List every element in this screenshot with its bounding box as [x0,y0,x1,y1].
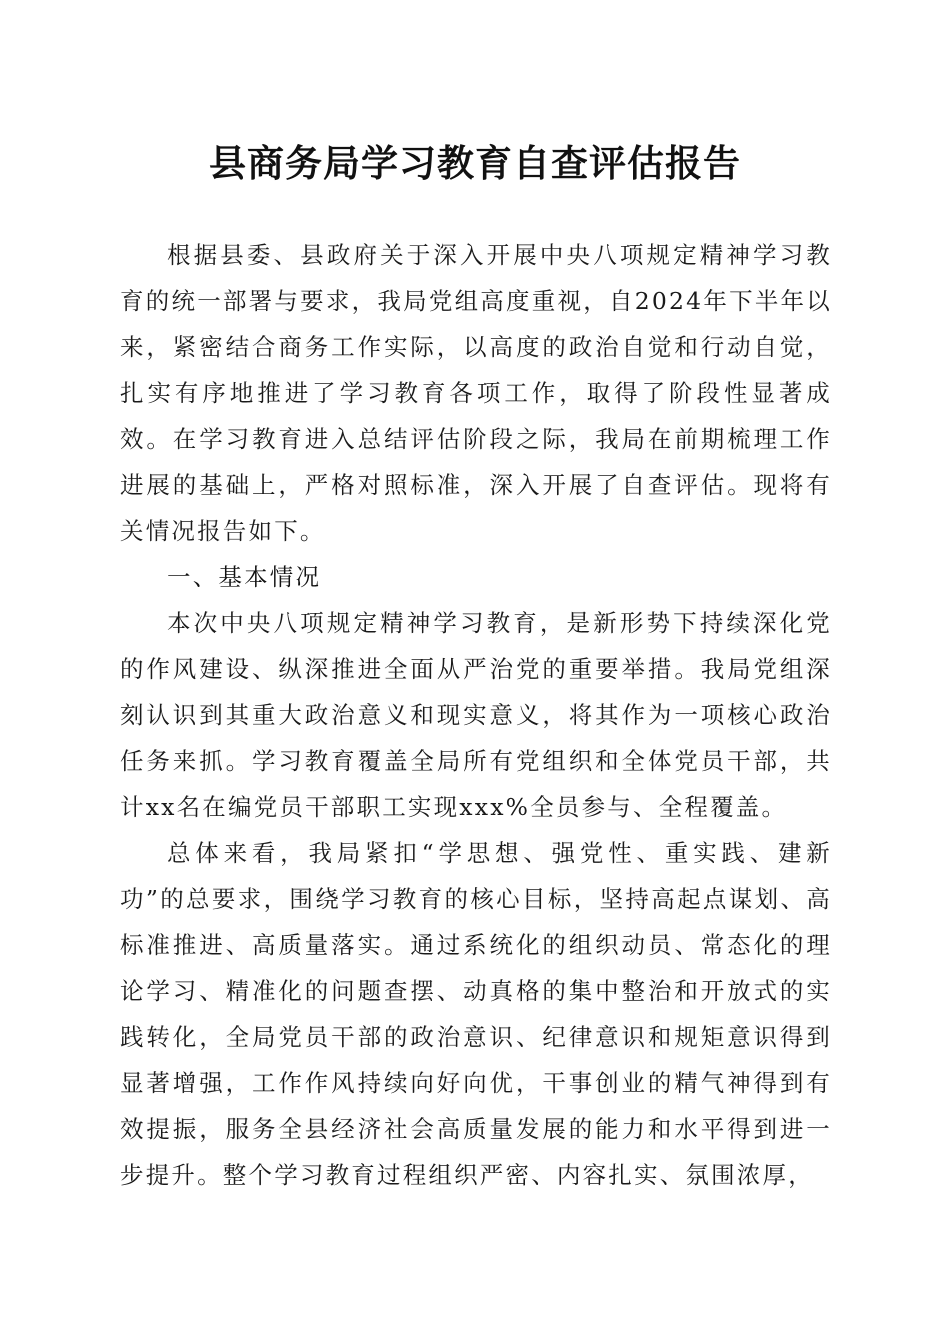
section-heading-basic-situation: 一、基本情况 [167,563,322,591]
document-body [120,232,832,1198]
intro-paragraph: 根据县委、县政府关于深入开展中央八项规定精神学习教育的统一部署与要求，我局党组高度重视，自2024年下半年以来，紧密结合商务工作实际，以高度的政治自觉和行动自觉，扎实有序地推进了学习教育各项工作，取得了阶段性显著成效。在学习教育进入总结评估阶段之际，我局在前期梳理工作进展的基础上，严格对照标准，深入开展了自查评估。现将有关情况报告如下。 [120,241,832,545]
document-title: 县商务局学习教育自查评估报告 [209,141,741,185]
section-paragraph: 总体来看，我局紧扣“学思想、强党性、重实践、建新功”的总要求，围绕学习教育的核心目标，坚持高起点谋划、高标准推进、高质量落实。通过系统化的组织动员、常态化的理论学习、精准化的问题查摆、动真格的集中整治和开放式的实践转化，全局党员干部的政治意识、纪律意识和规矩意识得到显著增强，工作作风持续向好向优，干事创业的精气神得到有效提振，服务全县经济社会高质量发展的能力和水平得到进一步提升。整个学习教育过程组织严密、内容扎实、氛围浓厚， [120,839,832,1189]
section-paragraph: 本次中央八项规定精神学习教育，是新形势下持续深化党的作风建设、纵深推进全面从严治党的重要举措。我局党组深刻认识到其重大政治意义和现实意义，将其作为一项核心政治任务来抓。学习教育覆盖全局所有党组织和全体党员干部，共计xx名在编党员干部职工实现xxx%全员参与、全程覆盖。 [120,609,832,821]
